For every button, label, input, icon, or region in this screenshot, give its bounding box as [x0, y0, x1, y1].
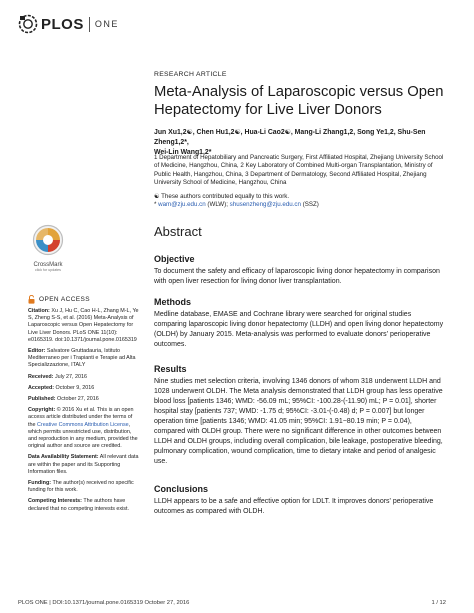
section-text: Nine studies met selection criteria, involving 1346 donors of whom 318 underwent LLDH and 1028 underwent OLDH. The Meta analysis demonstrated that LLDH group has less operative blood loss [patients 1346; WMD: -56.09 mL; 95%CI: -100.28-(-11.90) mL; P = 0.01], shorter hospital stay [patients 737; WMD: -1.75 d; 95%CI: -3.01-(-0.48) d; P = 0.007] but longer operation time [patients 1346; WMD: 41.05 min; 95%CI: 1.91−80.19 min; P = 0.04), compared with OLDH group. There were no significant difference in other outcomes between LLDH and OLDH groups, including overall complication, bile leakage, postoperative bleeding, pulmonary complication, wound complication, time to dietary intake and period of analgesic use.	[154, 378, 443, 465]
email-link-wam[interactable]: wam@zju.edu.cn	[158, 201, 206, 209]
logo-text: PLOS	[41, 15, 84, 33]
equal-contribution-note: ☯ These authors contributed equally to this work.	[154, 193, 290, 200]
funding-block	[28, 480, 140, 494]
section-text: To document the safety and efficacy of laparoscopic living donor hepatectomy in comparison with open liver resection for living donor liver transplantation.	[154, 268, 440, 285]
page-number: 1 / 12	[431, 600, 446, 606]
copyright-text-end: , which permits unrestricted use, distribution, and reproduction in any medium, provided the original author and source are credited.	[28, 421, 138, 450]
affiliations: 1 Department of Hepatobiliary and Pancreatic Surgery, First Affiliated Hospital, Zhejiang University School of Medicine, Hangzhou, China, 2 Key Laboratory of Combined Multi-organ Transplantation, Ministry of Public Health, Hangzhou, China, 3 Department of Dermatology, Second Affiliated Hospital, Zhejiang University School of Medicine, Hangzhou, China	[154, 154, 444, 186]
open-lock-icon	[28, 295, 35, 304]
article-type: RESEARCH ARTICLE	[154, 71, 227, 78]
footer-citation: PLOS ONE | DOI:10.1371/journal.pone.0165319 October 27, 2016	[18, 600, 190, 606]
accepted-label: Accepted:	[28, 384, 55, 391]
corr-suffix: (SSZ)	[300, 201, 319, 209]
abstract-objective	[154, 254, 444, 287]
received-block	[28, 374, 140, 381]
plos-one-logo[interactable]	[18, 14, 119, 34]
logo-divider	[89, 17, 90, 32]
copyright-label: Copyright:	[28, 407, 56, 414]
open-access-label	[28, 295, 90, 304]
funding-label: Funding:	[28, 480, 52, 487]
copyright-block	[28, 407, 140, 450]
section-heading: Methods	[154, 297, 191, 307]
received-label: Received:	[28, 373, 54, 380]
citation-label: Citation:	[28, 308, 50, 314]
open-access-text: OPEN ACCESS	[39, 296, 90, 303]
crossmark-badge[interactable]	[28, 224, 68, 272]
corresponding-authors	[154, 201, 444, 209]
published-label: Published:	[28, 396, 56, 403]
data-availability-block	[28, 454, 140, 476]
section-text: LLDH appears to be a safe and effective option for LDLT. It improves donors' perioperative outcomes as compared with OLDH.	[154, 498, 434, 515]
citation-text: Xu J, Hu C, Cao H-L, Zhang M-L, Ye S, Zheng S-S, et al. (2016) Meta-Analysis of Laparoscopic versus Open Hepatectomy for Live Liver Donors. PLoS ONE 11(10): e0165319. doi:10.1371/journal.pone.0165319	[28, 308, 139, 343]
editor-label: Editor:	[28, 348, 46, 355]
abstract-results	[154, 364, 444, 467]
section-heading: Results	[154, 364, 187, 374]
funding-text: The author(s) received no specific funding for this work.	[28, 480, 134, 494]
abstract-conclusions	[154, 484, 444, 517]
crossmark-icon	[32, 224, 64, 256]
section-heading: Objective	[154, 254, 195, 264]
license-link[interactable]: Creative Commons Attribution License	[37, 421, 129, 428]
section-text: Medline database, EMASE and Cochrane library were searched for original studies comparing laparoscopic living donor hepatectomy (LLDH) and open living donor hepatectomy (OLDH) by January 2015. Meta-analysis was performed to evaluate donors' perioperative outcomes.	[154, 311, 444, 348]
citation-block	[28, 308, 140, 344]
data-availability-text: All relevant data are within the paper and its Supporting Information files.	[28, 454, 139, 475]
received-date: July 27, 2016	[53, 373, 88, 380]
section-heading: Conclusions	[154, 484, 209, 494]
corr-mid: (WLW);	[205, 201, 230, 209]
email-link-shusenzheng[interactable]: shusenzheng@zju.edu.cn	[229, 201, 301, 209]
accepted-date: October 9, 2016	[54, 384, 95, 391]
editor-block	[28, 348, 140, 370]
copyright-text: © 2016 Xu et al. This is an open access article distributed under the terms of the	[28, 407, 134, 428]
competing-interests-label: Competing Interests:	[28, 498, 82, 505]
author-notes	[154, 193, 444, 210]
competing-interests-text: The authors have declared that no competing interests exist.	[28, 498, 129, 512]
data-availability-label: Data Availability Statement:	[28, 454, 99, 461]
crossmark-sublabel: click for updates	[35, 268, 61, 272]
accepted-block	[28, 385, 140, 392]
editor-text: Salvatore Gruttadauria, Istituto Mediterraneo per i Trapianti e Terapie ad Alta Specializzazione, ITALY	[28, 348, 136, 369]
abstract-methods	[154, 297, 444, 350]
logo-suffix: ONE	[94, 19, 119, 29]
corr-prefix: *	[154, 201, 159, 209]
article-info-sidebar	[28, 308, 140, 517]
authors-line-2: Wei-Lin Wang1,2*	[154, 149, 212, 156]
crossmark-label: CrossMark	[33, 262, 63, 268]
article-title: Meta-Analysis of Laparoscopic versus Open Hepatectomy for Live Liver Donors	[154, 84, 444, 118]
published-block	[28, 396, 140, 403]
abstract-heading: Abstract	[154, 224, 202, 239]
plos-logo-icon	[18, 14, 38, 34]
competing-interests-block	[28, 498, 140, 512]
published-date: October 27, 2016	[55, 396, 99, 403]
authors-line-1: Jun Xu1,2☯, Chen Hu1,2☯, Hua-Li Cao2☯, Mang-Li Zhang1,2, Song Ye1,2, Shu-Sen Zheng1,2*,	[154, 129, 426, 146]
